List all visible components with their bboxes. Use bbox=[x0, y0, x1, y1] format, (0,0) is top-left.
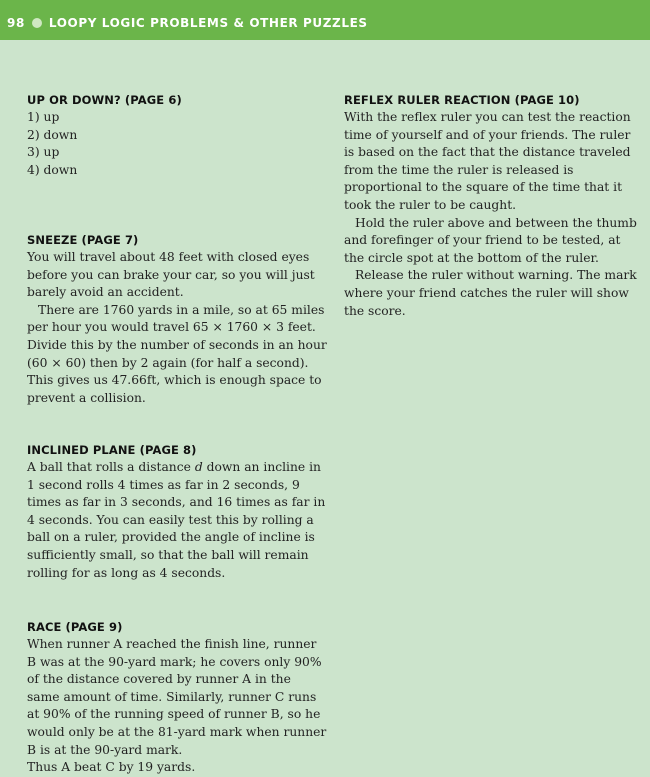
paragraph: Release the ruler without warning. The mark where your friend catches the ruler will show the score. bbox=[344, 268, 637, 318]
section-heading: UP OR DOWN? (PAGE 6) bbox=[27, 93, 182, 107]
bullet-dot-icon bbox=[32, 18, 42, 28]
list-item: 2) down bbox=[27, 127, 78, 142]
list-item: 1) up bbox=[27, 110, 60, 124]
text-span: down an incline in 1 second rolls 4 times as far in 2 seconds, 9 times as far in 3 seconds, and 16 times as far in 4 seconds. You can easily test this by rolling a ball on a ruler, provided the angle of incline is sufficiently small, so that the ball will remain rolling for as long as 4 seconds. bbox=[27, 460, 326, 580]
section-race bbox=[27, 620, 327, 777]
paragraph: Thus A beat C by 19 yards. bbox=[27, 760, 196, 775]
section-reflex-ruler bbox=[344, 93, 644, 320]
list-item: 4) down bbox=[27, 162, 78, 177]
paragraph: When runner A reached the finish line, runner B was at the 90-yard mark; he covers only 90% of the distance covered by runner A in the same amount of time. Similarly, runner C runs at 90% of the running speed of runner B, so he would only be at the 81-yard mark when runner B is at the 90-yard mark. bbox=[27, 637, 327, 757]
section-sneeze bbox=[27, 233, 327, 407]
page-number: 98 bbox=[7, 16, 25, 30]
chapter-title: LOOPY LOGIC PROBLEMS & OTHER PUZZLES bbox=[48, 16, 368, 30]
section-heading: SNEEZE (PAGE 7) bbox=[27, 233, 139, 247]
section-heading: REFLEX RULER REACTION (PAGE 10) bbox=[344, 93, 580, 107]
section-heading: INCLINED PLANE (PAGE 8) bbox=[27, 443, 197, 457]
paragraph: There are 1760 yards in a mile, so at 65 miles per hour you would travel 65 × 1760 × 3 feet. Divide this by the number of seconds in an hour (60 × 60) then by 2 again (for half a second). This gives us 47.66ft, which is enough space to prevent a collision. bbox=[27, 302, 327, 405]
paragraph: With the reflex ruler you can test the reaction time of yourself and of your friends. The ruler is based on the fact that the distance traveled from the time the ruler is released is proportional to the square of the time that it took the ruler to be caught. bbox=[344, 110, 631, 212]
page-header bbox=[0, 0, 650, 40]
list-item: 3) up bbox=[27, 145, 60, 160]
section-heading: RACE (PAGE 9) bbox=[27, 620, 123, 634]
section-up-or-down bbox=[27, 93, 327, 179]
text-span: A ball that rolls a distance bbox=[27, 460, 195, 474]
section-inclined-plane bbox=[27, 443, 327, 582]
answer-list bbox=[27, 109, 327, 179]
paragraph: Hold the ruler above and between the thumb and forefinger of your friend to be tested, at the circle spot at the bottom of the ruler. bbox=[344, 215, 637, 265]
paragraph: You will travel about 48 feet with closed eyes before you can brake your car, so you will just barely avoid an accident. bbox=[27, 250, 315, 300]
paragraph bbox=[27, 459, 327, 582]
variable-d: d bbox=[194, 460, 203, 474]
